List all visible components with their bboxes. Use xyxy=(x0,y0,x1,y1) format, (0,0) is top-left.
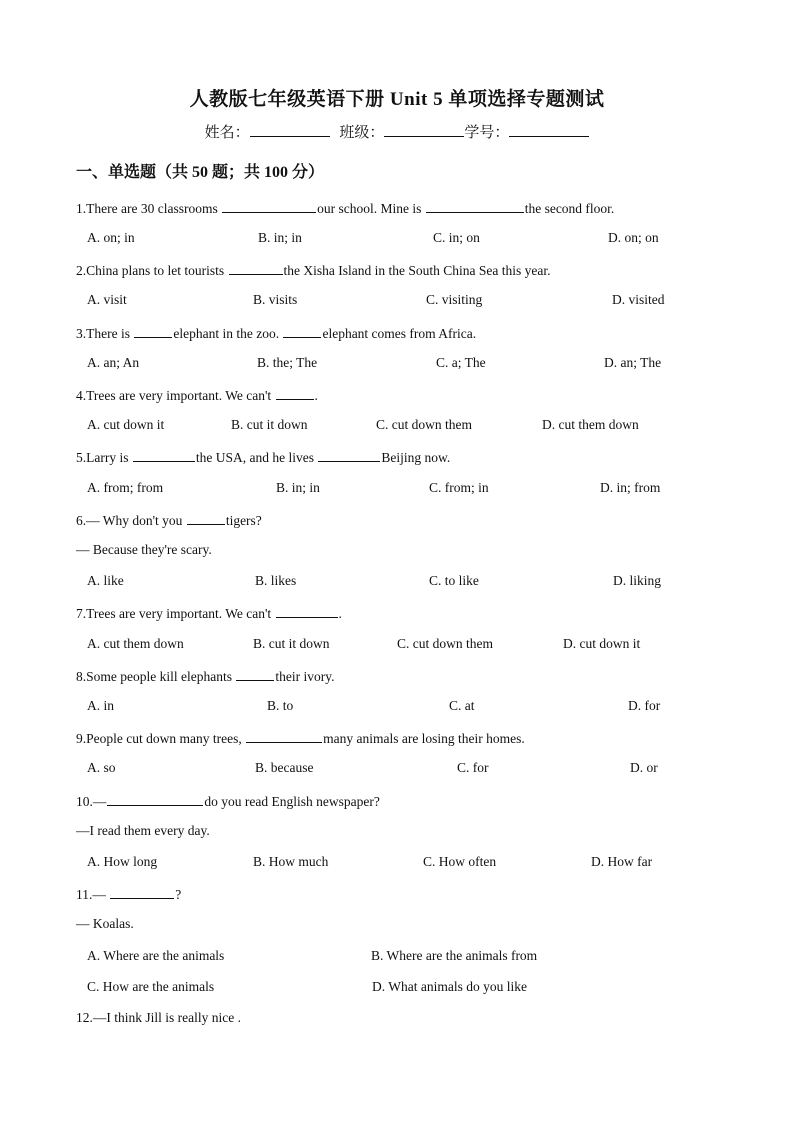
option-c[interactable]: C. How often xyxy=(423,854,497,869)
option-c[interactable]: C. to like xyxy=(429,573,479,588)
option-c[interactable]: C. visiting xyxy=(426,292,483,307)
question-6: 6.— Why don't you tigers? xyxy=(76,513,262,528)
option-b[interactable]: B. the; The xyxy=(257,355,318,370)
option-d[interactable]: D. on; on xyxy=(608,230,659,245)
answer-blank[interactable] xyxy=(426,199,524,213)
student-info-line xyxy=(0,121,794,142)
option-d[interactable]: D. cut them down xyxy=(542,417,639,432)
option-a[interactable]: A. from; from xyxy=(87,480,164,495)
option-c[interactable]: C. in; on xyxy=(433,230,480,245)
option-a[interactable]: A. so xyxy=(87,760,116,775)
answer-blank[interactable] xyxy=(318,448,380,462)
option-d[interactable]: D. liking xyxy=(613,573,662,588)
class-label: 班级： xyxy=(339,125,385,141)
name-blank[interactable] xyxy=(250,122,330,137)
question-12: 12.—I think Jill is really nice . xyxy=(76,1010,241,1025)
id-label: 学号： xyxy=(464,125,510,141)
option-d[interactable]: D. or xyxy=(630,760,658,775)
name-label: 姓名： xyxy=(204,125,250,141)
option-b[interactable]: B. in; in xyxy=(258,230,302,245)
option-d[interactable]: D. visited xyxy=(612,292,665,307)
answer-blank[interactable] xyxy=(107,792,203,806)
answer-blank[interactable] xyxy=(276,604,338,618)
class-blank[interactable] xyxy=(384,122,464,137)
option-d[interactable]: D. cut down it xyxy=(563,636,641,651)
question-2: 2.China plans to let tourists the Xisha Island in the South China Sea this year. xyxy=(76,263,551,278)
option-b[interactable]: B. to xyxy=(267,698,294,713)
question-7: 7.Trees are very important. We can't . xyxy=(76,606,342,621)
option-b[interactable]: B. cut it down xyxy=(231,417,308,432)
option-d[interactable]: D. for xyxy=(628,698,661,713)
answer-line-10: —I read them every day. xyxy=(76,823,210,838)
question-10: 10.— do you read English newspaper? xyxy=(76,794,380,809)
option-c[interactable]: C. from; in xyxy=(429,480,489,495)
answer-blank[interactable] xyxy=(276,386,314,400)
option-c[interactable]: C. for xyxy=(457,760,489,775)
option-b[interactable]: B. How much xyxy=(253,854,329,869)
question-4: 4.Trees are very important. We can't . xyxy=(76,388,318,403)
answer-blank[interactable] xyxy=(283,324,321,338)
option-a[interactable]: A. like xyxy=(87,573,124,588)
question-9: 9.People cut down many trees, many animals are losing their homes. xyxy=(76,731,525,746)
option-a[interactable]: A. Where are the animals xyxy=(87,948,225,963)
option-b[interactable]: B. likes xyxy=(255,573,297,588)
option-d[interactable]: D. an; The xyxy=(604,355,662,370)
answer-blank[interactable] xyxy=(110,885,174,899)
id-blank[interactable] xyxy=(509,122,589,137)
question-8: 8.Some people kill elephants their ivory. xyxy=(76,669,335,684)
option-a[interactable]: A. cut them down xyxy=(87,636,184,651)
option-c[interactable]: C. How are the animals xyxy=(87,979,215,994)
option-b[interactable]: B. cut it down xyxy=(253,636,330,651)
option-a[interactable]: A. an; An xyxy=(87,355,140,370)
option-d[interactable]: D. How far xyxy=(591,854,653,869)
option-a[interactable]: A. visit xyxy=(87,292,127,307)
answer-line-11: — Koalas. xyxy=(76,916,134,931)
answer-blank[interactable] xyxy=(229,261,283,275)
question-3: 3.There is elephant in the zoo. elephant comes from Africa. xyxy=(76,326,477,341)
option-d[interactable]: D. in; from xyxy=(600,480,661,495)
option-a[interactable]: A. How long xyxy=(87,854,158,869)
answer-blank[interactable] xyxy=(187,511,225,525)
answer-blank[interactable] xyxy=(134,324,172,338)
option-a[interactable]: A. in xyxy=(87,698,114,713)
option-b[interactable]: B. in; in xyxy=(276,480,320,495)
option-c[interactable]: C. cut down them xyxy=(376,417,472,432)
option-c[interactable]: C. cut down them xyxy=(397,636,493,651)
option-a[interactable]: A. cut down it xyxy=(87,417,165,432)
option-c[interactable]: C. at xyxy=(449,698,475,713)
option-b[interactable]: B. because xyxy=(255,760,314,775)
section-heading: 一、单选题（共 50 题；共 100 分） xyxy=(76,164,325,181)
option-a[interactable]: A. on; in xyxy=(87,230,135,245)
option-b[interactable]: B. visits xyxy=(253,292,298,307)
option-c[interactable]: C. a; The xyxy=(436,355,486,370)
question-11: 11.— ? xyxy=(76,887,182,902)
question-5: 5.Larry is the USA, and he lives Beijing now. xyxy=(76,450,451,465)
option-b[interactable]: B. Where are the animals from xyxy=(371,948,538,963)
answer-blank[interactable] xyxy=(222,199,316,213)
answer-line-6: — Because they're scary. xyxy=(76,542,212,557)
page-title: 人教版七年级英语下册 Unit 5 单项选择专题测试 xyxy=(189,89,605,110)
answer-blank[interactable] xyxy=(246,729,322,743)
answer-blank[interactable] xyxy=(133,448,195,462)
answer-blank[interactable] xyxy=(236,667,274,681)
option-d[interactable]: D. What animals do you like xyxy=(372,979,527,994)
question-1: 1.There are 30 classrooms our school. Mine is the second floor. xyxy=(76,201,615,216)
